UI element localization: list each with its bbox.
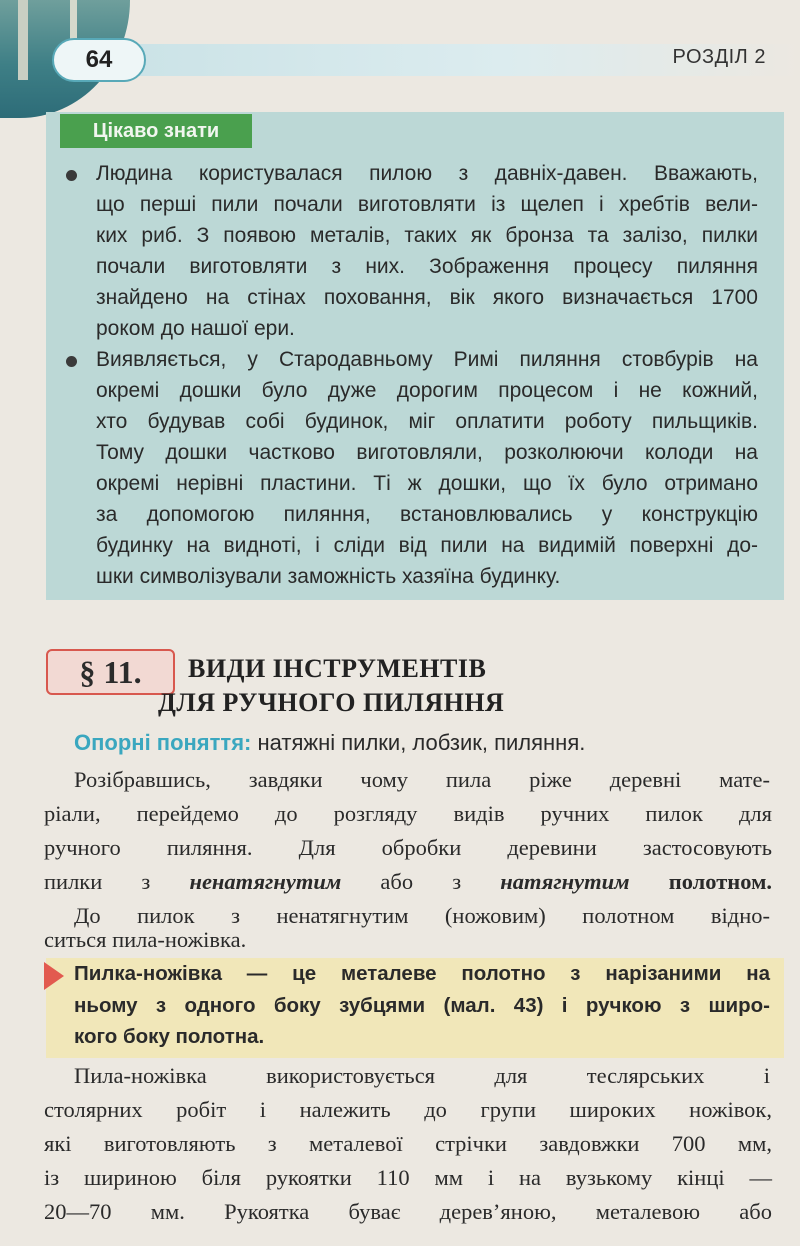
key-concepts-text: натяжні пилки, лобзик, пиляння. <box>257 730 586 755</box>
bullet-line: окремі нерівні пластини. Ті ж дошки, що їх було отримано <box>96 472 758 495</box>
bullet-line: окремі дошки було дуже дорогим процесом і не кожний, <box>96 379 758 402</box>
text-span: полотном. <box>668 869 773 894</box>
definition-line: Пилка-ножівка — це металеве полотно з нарізаними на <box>74 962 770 985</box>
bullet-line: Людина користувалася пилою з давніх-давен. Вважають, <box>96 162 758 185</box>
text-line: Розібравшись, завдяки чому пила ріже деревні мате- <box>74 767 770 792</box>
text-line: столярних робіт і належить до групи широких ножівок, <box>44 1097 772 1122</box>
page-number: 64 <box>52 38 146 82</box>
section-label: РОЗДІЛ 2 <box>672 46 766 68</box>
info-box-title: Цікаво знати <box>60 114 252 148</box>
bullet-line: Виявляється, у Стародавньому Римі пиляння стовбурів на <box>96 348 758 371</box>
bullet-line: за допомогою пиляння, встановлювались у конструкцію <box>96 503 758 526</box>
arrow-icon <box>44 962 64 990</box>
key-concepts-label: Опорні поняття: <box>74 730 252 755</box>
text-line: які виготовляють з металевої стрічки завдовжки 700 мм, <box>44 1131 772 1156</box>
text-span: або з <box>380 869 462 894</box>
bullet-icon <box>66 170 77 181</box>
bullet-icon <box>66 356 77 367</box>
bullet-line: Тому дошки частково виготовляли, розколюючи колоди на <box>96 441 758 464</box>
text-line: ручного пиляння. Для обробки деревини застосовують <box>44 835 772 860</box>
definition-line: кого боку полотна. <box>74 1025 265 1048</box>
text-line: Пила-ножівка використовується для теслярських і <box>74 1063 770 1088</box>
section-number-badge: § 11. <box>46 649 175 695</box>
bullet-line: що перші пили почали виготовляти із щелеп і хребтів вели- <box>96 193 758 216</box>
bullet-line: почали виготовляти з них. Зображення процесу пиляння <box>96 255 758 278</box>
emphasis-term: натягнутим <box>500 869 630 894</box>
bullet-line: роком до нашої ери. <box>96 317 295 340</box>
text-line: До пилок з ненатягнутим (ножовим) полотном відно- <box>74 903 770 928</box>
text-line: із шириною біля рукоятки 110 мм і на вузькому кінці — <box>44 1165 772 1190</box>
text-line: ситься пила-ножівка. <box>44 927 247 952</box>
bullet-line: шки символізували заможність хазяїна будинку. <box>96 565 561 588</box>
section-title-line: ВИДИ ІНСТРУМЕНТІВ <box>188 654 487 683</box>
bullet-line: будинку на видноті, і сліди від пили на видимій поверхні до- <box>96 534 758 557</box>
bullet-line: ких риб. З появою металів, таких як бронза та залізо, пилки <box>96 224 758 247</box>
section-title-line: ДЛЯ РУЧНОГО ПИЛЯННЯ <box>158 688 505 717</box>
text-line: ріали, перейдемо до розгляду видів ручних пилок для <box>44 801 772 826</box>
text-line <box>44 864 772 900</box>
emphasis-term: ненатягнутим <box>189 869 342 894</box>
bullet-line: знайдено на стінах поховання, вік якого визначається 1700 <box>96 286 758 309</box>
birch-trunk-graphic <box>18 0 28 80</box>
key-concepts <box>74 730 585 756</box>
definition-line: ньому з одного боку зубцями (мал. 43) і ручкою з широ- <box>74 994 770 1017</box>
text-span: пилки з <box>44 869 151 894</box>
text-line: 20—70 мм. Рукоятка буває дерев’яною, металевою або <box>44 1199 772 1224</box>
bullet-line: хто будував собі будинок, міг оплатити роботу пильщиків. <box>96 410 758 433</box>
